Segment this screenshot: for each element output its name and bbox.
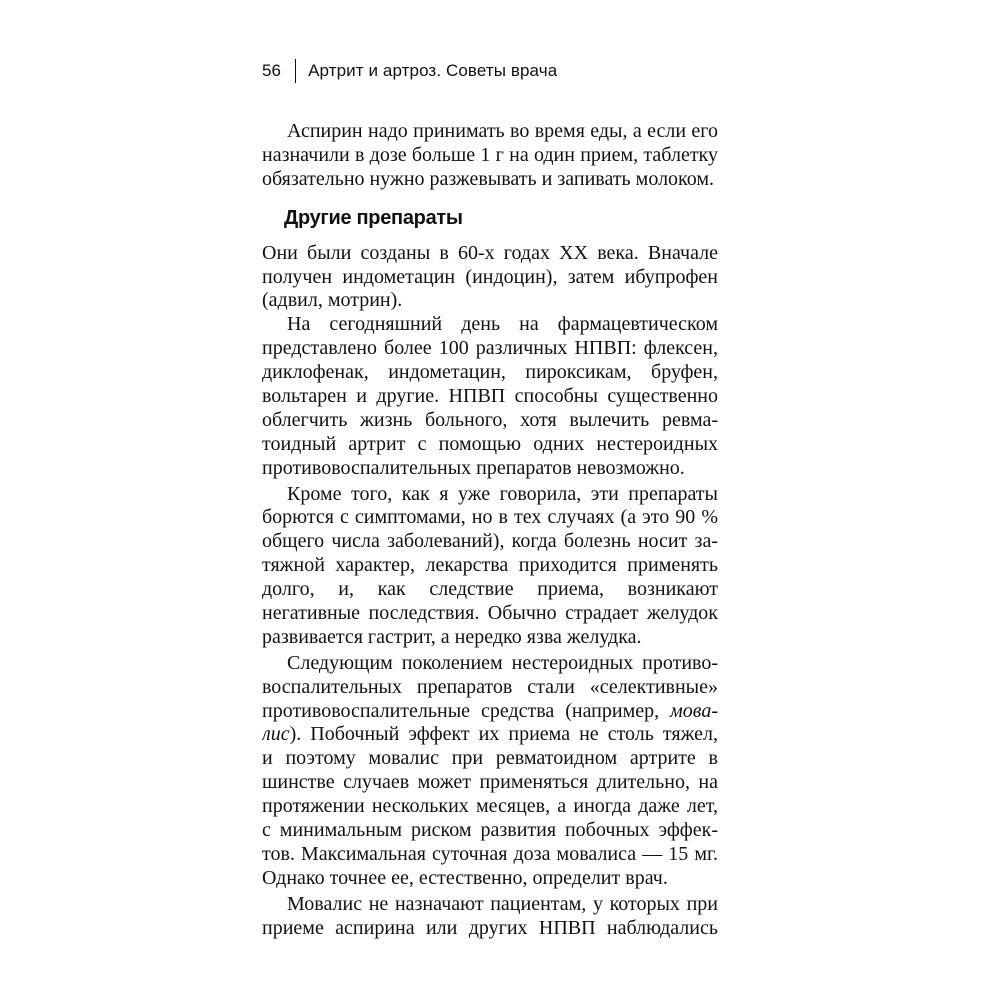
paragraph-2 [262,313,718,480]
paragraph-line: обязательно нужно разжевывать и запивать молоком. [262,167,715,190]
intro-paragraph [262,120,718,192]
paragraph-line: и поэтому мовалис при ревматоидном артрите в [262,747,718,770]
paragraph-line: тоидный артрит с помощью одних нестероидных [262,432,718,455]
paragraph-line: вольтарен и другие. НПВП способны существенно [262,385,718,408]
paragraph-line: протяжении нескольких месяцев, а иногда даже лет, [262,795,718,818]
paragraph-line: противовоспалительных препаратов невозможно. [262,456,685,479]
paragraph-line: (адвил, мотрин). [262,289,403,312]
header-divider [295,59,296,83]
paragraph-line [262,700,718,724]
paragraph-line: общего числа заболеваний), когда болезнь носит за- [262,530,718,553]
paragraph-line: Они были созданы в 60-х годах XX века. Вначале [262,241,718,264]
paragraph-line: Мовалис не назначают пациентам, у которых при [287,892,718,915]
paragraph-line: На сегодняшний день на фармацевтическом [287,313,718,336]
paragraph-line: Аспирин надо принимать во время еды, а если его [287,120,718,142]
paragraph-line: приеме аспирина или других НПВП наблюдались [262,916,718,939]
paragraph-line: развивается гастрит, а нередко язва желудка. [262,625,642,648]
paragraph-3 [262,483,718,650]
text-run: ). Побочный эффект их приема не столь тяжел, [289,723,718,746]
paragraph-line: негативные последствия. Обычно страдает желудок [262,602,718,625]
paragraph-line: шинстве случаев может применяться длительно, на [262,771,718,794]
text-run: противовоспалительные средства (например, [262,699,671,722]
running-title: Артрит и артроз. Советы врача [308,61,558,80]
paragraph-line: диклофенак, индометацин, пироксикам, бруфен, [262,361,718,384]
section-heading: Другие препараты [284,206,463,229]
drug-name-italic: лис [262,723,290,746]
paragraph-line: получен индометацин (индоцин), затем ибупрофен [262,265,718,288]
paragraph-line: борются с симптомами, но в тех случаях (а это 90 % [262,506,718,529]
paragraph-line: Кроме того, как я уже говорила, эти препараты [287,482,718,505]
paragraph-line: Следующим поколением нестероидных противо- [287,651,718,674]
paragraph-line: назначили в дозе больше 1 г на один прием, таблетку [262,143,718,166]
paragraph-line: с минимальным риском развития побочных эффек- [262,819,718,842]
paragraph-line [262,723,718,747]
paragraph-line: долго, и, как следствие приема, возникают [262,578,718,601]
body-text [262,120,718,941]
paragraph-5 [262,893,718,941]
paragraph-line: тов. Максимальная суточная доза мовалиса — 15 мг. [262,842,718,865]
paragraph-line: облегчить жизнь больного, хотя вылечить ревма- [262,408,718,431]
paragraph-line: представлено более 100 различных НПВП: флексен, [262,337,718,360]
paragraph-line: Однако точнее ее, естественно, определит врач. [262,866,668,889]
drug-name-italic: мова- [670,699,718,722]
page-number: 56 [262,61,282,80]
paragraph-1 [262,242,718,314]
paragraph-4 [262,652,718,891]
paragraph-line: тяжной характер, лекарства приходится применять [262,554,718,577]
paragraph-line: воспалительных препаратов стали «селективные» [262,675,718,698]
running-header [262,56,557,86]
